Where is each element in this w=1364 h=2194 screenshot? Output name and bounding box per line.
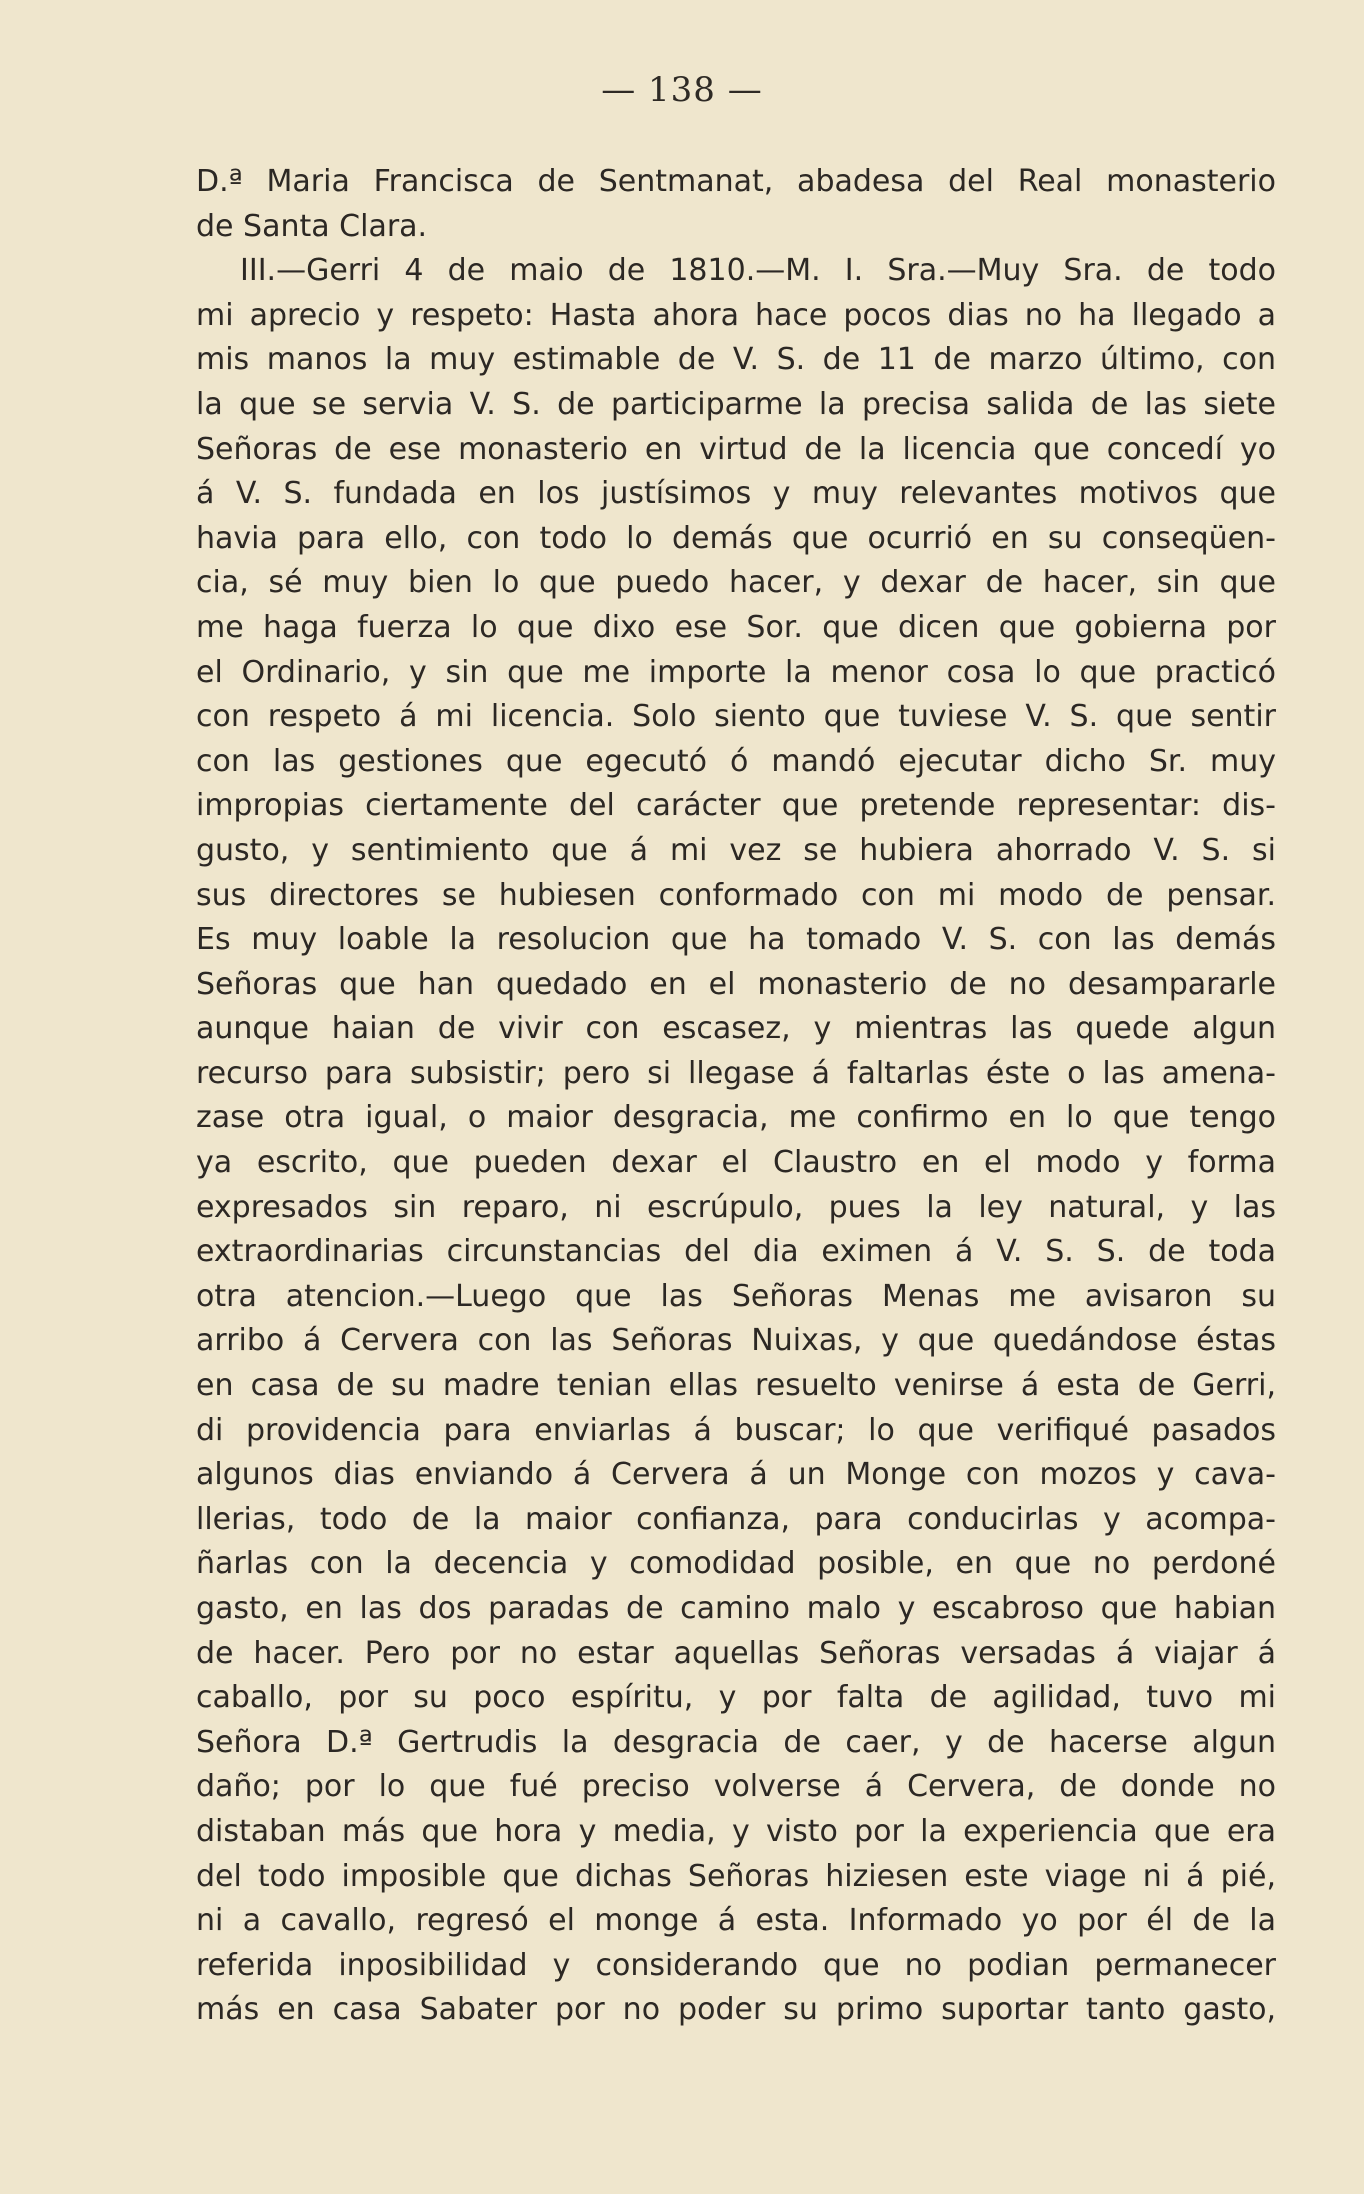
- text-line: havia para ello, con todo lo demás que ocurrió en su conseqüen-: [196, 520, 1276, 556]
- text-line: expresados sin reparo, ni escrúpulo, pues la ley natural, y las: [196, 1189, 1276, 1225]
- text-line: del todo imposible que dichas Señoras hiziesen este viage ni á pié,: [196, 1858, 1276, 1894]
- text-line: á V. S. fundada en los justísimos y muy relevantes motivos que: [196, 476, 1276, 512]
- letter-text-body: [196, 160, 1276, 2033]
- text-line: más en casa Sabater por no poder su primo suportar tanto gasto,: [196, 1992, 1276, 2028]
- text-line: la que se servia V. S. de participarme la precisa salida de las siete: [196, 386, 1276, 422]
- text-line: con respeto á mi licencia. Solo siento que tuviese V. S. que sentir: [196, 699, 1276, 735]
- text-line: ñarlas con la decencia y comodidad posible, en que no perdoné: [196, 1546, 1276, 1582]
- text-line: de hacer. Pero por no estar aquellas Señoras versadas á viajar á: [196, 1635, 1276, 1671]
- text-line: impropias ciertamente del carácter que pretende representar: dis-: [196, 788, 1276, 824]
- text-line: me haga fuerza lo que dixo ese Sor. que dicen que gobierna por: [196, 609, 1276, 645]
- text-line: Es muy loable la resolucion que ha tomado V. S. con las demás: [196, 922, 1276, 958]
- text-line: D.ª Maria Francisca de Sentmanat, abadesa del Real monasterio: [196, 164, 1276, 199]
- text-line: daño; por lo que fué preciso volverse á Cervera, de donde no: [196, 1769, 1276, 1805]
- text-line: distaban más que hora y media, y visto por la experiencia que era: [196, 1813, 1276, 1849]
- text-line: ni a cavallo, regresó el monge á esta. Informado yo por él de la: [196, 1903, 1276, 1939]
- text-line: Señora D.ª Gertrudis la desgracia de caer, y de hacerse algun: [196, 1724, 1276, 1760]
- text-line: arribo á Cervera con las Señoras Nuixas, y que quedándose éstas: [196, 1323, 1276, 1359]
- text-line: gusto, y sentimiento que á mi vez se hubiera ahorrado V. S. si: [196, 832, 1276, 868]
- text-line: sus directores se hubiesen conformado con mi modo de pensar.: [196, 877, 1276, 913]
- text-line: Señoras de ese monasterio en virtud de la licencia que concedí yo: [196, 431, 1276, 467]
- text-line: mis manos la muy estimable de V. S. de 11 de marzo último, con: [196, 342, 1276, 378]
- page-number: — 138 —: [601, 70, 763, 110]
- text-line: ya escrito, que pueden dexar el Claustro en el modo y forma: [196, 1145, 1276, 1181]
- text-line: III.—Gerri 4 de maio de 1810.—M. I. Sra.—Muy Sra. de todo: [240, 253, 1276, 289]
- text-line: con las gestiones que egecutó ó mandó ejecutar dicho Sr. muy: [196, 743, 1276, 779]
- text-line: extraordinarias circunstancias del dia eximen á V. S. S. de toda: [196, 1234, 1276, 1270]
- text-line: el Ordinario, y sin que me importe la menor cosa lo que practicó: [196, 654, 1276, 690]
- text-line: llerias, todo de la maior confianza, para conducirlas y acompa-: [196, 1501, 1276, 1537]
- text-line: algunos dias enviando á Cervera á un Monge con mozos y cava-: [196, 1457, 1276, 1493]
- text-line: otra atencion.—Luego que las Señoras Menas me avisaron su: [196, 1278, 1276, 1314]
- text-line: mi aprecio y respeto: Hasta ahora hace pocos dias no ha llegado a: [196, 297, 1276, 333]
- text-line: aunque haian de vivir con escasez, y mientras las quede algun: [196, 1011, 1276, 1047]
- text-line: gasto, en las dos paradas de camino malo y escabroso que habian: [196, 1591, 1276, 1626]
- text-line: referida inposibilidad y considerando que no podian permanecer: [196, 1947, 1276, 1983]
- text-line: cia, sé muy bien lo que puedo hacer, y dexar de hacer, sin que: [196, 565, 1276, 601]
- text-line: en casa de su madre tenian ellas resuelto venirse á esta de Gerri,: [196, 1368, 1276, 1404]
- text-line: zase otra igual, o maior desgracia, me confirmo en lo que tengo: [196, 1100, 1276, 1136]
- text-line: de Santa Clara.: [196, 208, 428, 244]
- text-line: caballo, por su poco espíritu, y por falta de agilidad, tuvo mi: [196, 1680, 1276, 1716]
- text-line: di providencia para enviarlas á buscar; lo que verifiqué pasados: [196, 1412, 1276, 1448]
- text-line: recurso para subsistir; pero si llegase á faltarlas éste o las amena-: [196, 1055, 1276, 1091]
- text-line: Señoras que han quedado en el monasterio de no desampararle: [196, 966, 1276, 1002]
